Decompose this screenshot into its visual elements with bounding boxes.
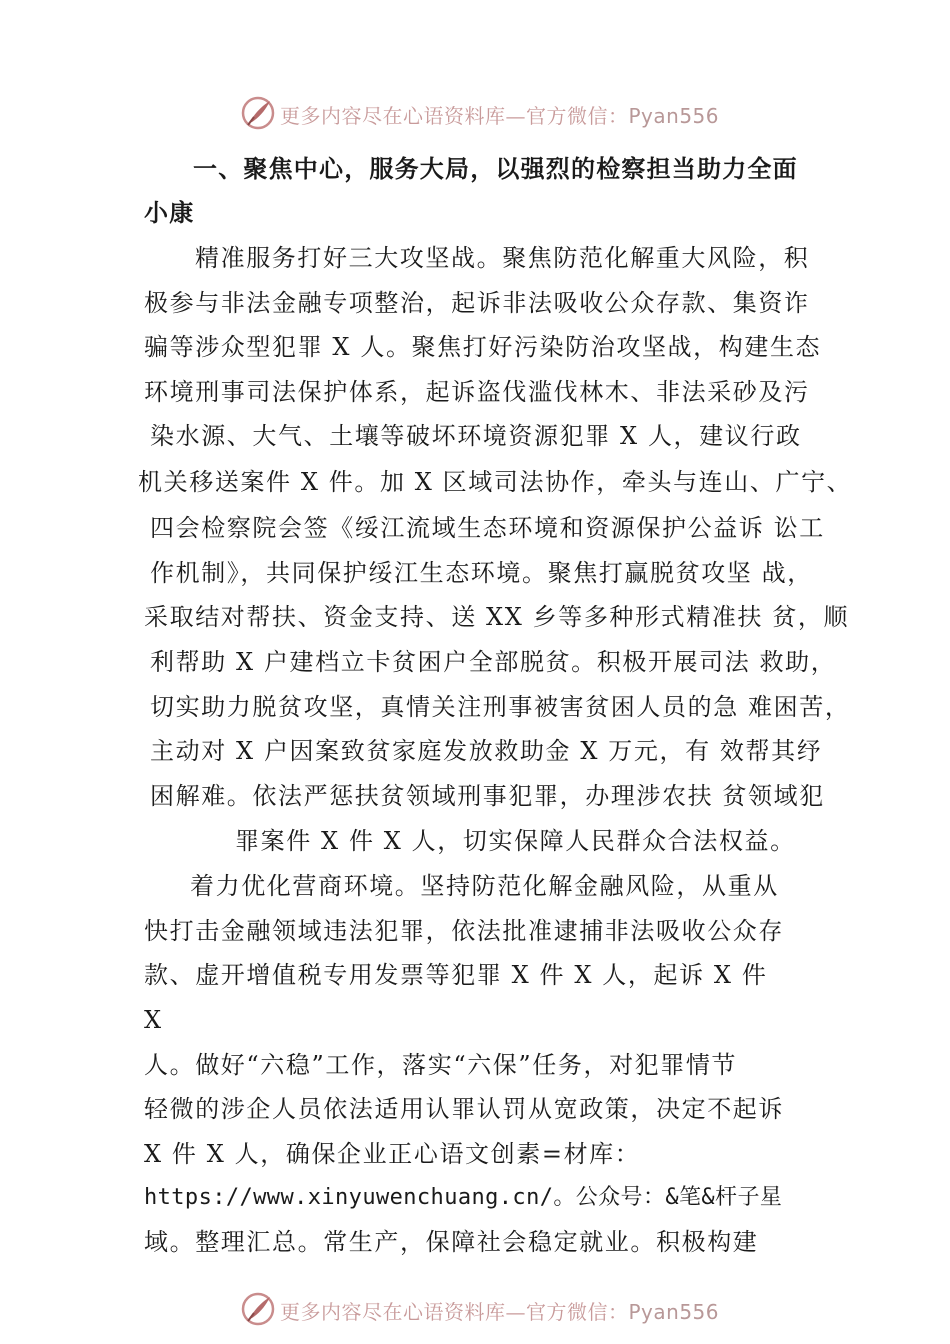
paragraph-line: 困解难。依法严惩扶贫领域刑事犯罪，办理涉农扶 贫领域犯 (150, 782, 825, 810)
paragraph-line: 四会检察院会签《绥江流域生态环境和资源保护公益诉 讼工 (150, 514, 825, 542)
paragraph-line: 罪案件 X 件 X 人，切实保障人民群众合法权益。 (235, 827, 796, 855)
paragraph-line: 采取结对帮扶、资金支持、送 XX 乡等多种形式精准扶 贫，顺 (144, 603, 850, 631)
paragraph-line: 主动对 X 户因案致贫家庭发放救助金 X 万元，有 效帮其纾 (150, 737, 823, 765)
paragraph-line: 快打击金融领域违法犯罪，依法批准逮捕非法吸收公众存 (144, 917, 784, 945)
paragraph-line: 款、虚开增值税专用发票等犯罪 X 件 X 人，起诉 X 件 (144, 961, 768, 989)
paragraph-line: X 件 X 人，确保企业正心语文创素=材库： (144, 1140, 641, 1168)
paragraph-line: 切实助力脱贫攻坚，真情关注刑事被害贫困人员的急 难困苦， (150, 693, 851, 721)
watermark-banner-top (0, 94, 950, 134)
watermark-banner-bottom (0, 1290, 950, 1330)
paragraph-line: 极参与非法金融专项整治，起诉非法吸收公众存款、集资诈 (144, 289, 810, 317)
feather-quill-logo-icon (240, 1291, 276, 1327)
paragraph-line: X (144, 1006, 163, 1034)
paragraph-line: 精准服务打好三大攻坚战。聚焦防范化解重大风险，积 (195, 244, 810, 272)
watermark-wechat-id: Pyan556 (628, 104, 720, 128)
section-heading-line-1: 一、聚焦中心，服务大局，以强烈的检察担当助力全面 (193, 155, 798, 183)
watermark-label: 更多内容尽在心语资料库—官方微信： (280, 104, 629, 128)
watermark-text (280, 100, 719, 129)
watermark-text (280, 1296, 719, 1325)
paragraph-line: 环境刑事司法保护体系，起诉盗伐滥伐林木、非法采砂及污 (144, 378, 810, 406)
feather-quill-logo-icon (240, 95, 276, 131)
paragraph-line: 作机制》，共同保护绥江生态环境。聚焦打赢脱贫攻坚 战， (150, 559, 813, 587)
section-heading-line-2: 小康 (144, 199, 195, 227)
watermark-wechat-id: Pyan556 (628, 1300, 720, 1324)
paragraph-line: 轻微的涉企人员依法适用认罪认罚从宽政策，决定不起诉 (144, 1095, 784, 1123)
paragraph-line: 骗等涉众型犯罪 X 人。聚焦打好污染防治攻坚战，构建生态 (144, 333, 822, 361)
paragraph-line-url: https://www.xinyuwenchuang.cn/。公众号：&笔&杆子星 (144, 1185, 783, 1210)
watermark-label: 更多内容尽在心语资料库—官方微信： (280, 1300, 629, 1324)
paragraph-line: 机关移送案件 X 件。加 X 区域司法协作，牵头与连山、广宁、 (138, 468, 853, 496)
paragraph-line: 人。做好“六稳”工作，落实“六保”任务，对犯罪情节 (144, 1051, 738, 1079)
paragraph-line: 染水源、大气、土壤等破坏环境资源犯罪 X 人，建议行政 (150, 422, 802, 450)
paragraph-line: 域。整理汇总。常生产，保障社会稳定就业。积极构建 (144, 1228, 759, 1256)
paragraph-line: 利帮助 X 户建档立卡贫困户全部脱贫。积极开展司法 救助， (150, 648, 837, 676)
paragraph-line: 着力优化营商环境。坚持防范化解金融风险，从重从 (190, 872, 779, 900)
